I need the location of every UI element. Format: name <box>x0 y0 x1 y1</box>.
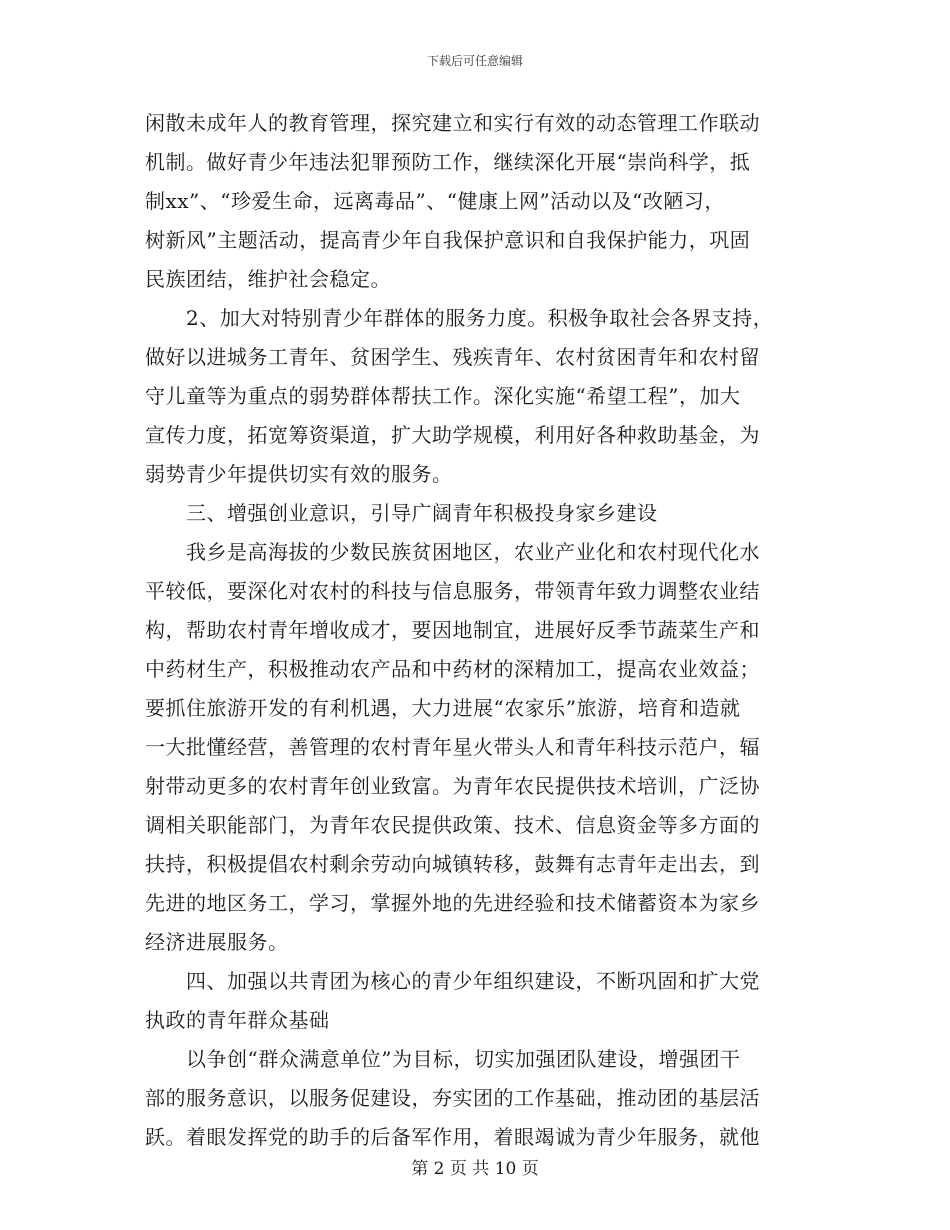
text-line: 平较低，要深化对农村的科技与信息服务，带领青年致力调整农业结 <box>145 579 760 603</box>
text-line: 先进的地区务工，学习，掌握外地的先进经验和技术储蓄资本为家乡 <box>145 891 760 915</box>
text-line: 做好以进城务工青年、贫困学生、残疾青年、农村贫困青年和农村留 <box>145 345 760 369</box>
section-heading: 执政的青年群众基础 <box>145 1008 330 1032</box>
text-line: 树新风”主题活动，提高青少年自我保护意识和自我保护能力，巩固 <box>145 228 751 252</box>
text-line: 制xx”、“珍爱生命，远离毒品”、“健康上网”活动以及“改陋习， <box>145 189 725 213</box>
section-heading: 四、加强以共青团为核心的青少年组织建设，不断巩固和扩大党 <box>145 969 760 993</box>
section-heading: 三、增强创业意识，引导广阔青年积极投身家乡建设 <box>145 501 658 525</box>
text-line: 宣传力度，拓宽筹资渠道，扩大助学规模，利用好各种救助基金，为 <box>145 423 760 447</box>
text-line: 守儿童等为重点的弱势群体帮扶工作。深化实施“希望工程”，加大 <box>145 384 741 408</box>
text-line: 弱势青少年提供切实有效的服务。 <box>145 462 453 486</box>
text-line: 一大批懂经营，善管理的农村青年星火带头人和青年科技示范户，辐 <box>145 735 760 759</box>
text-line: 扶持，积极提倡农村剩余劳动向城镇转移，鼓舞有志青年走出去，到 <box>145 852 760 876</box>
text-line: 以争创“群众满意单位”为目标，切实加强团队建设，增强团干 <box>145 1047 741 1071</box>
text-line: 构，帮助农村青年增收成才，要因地制宜，进展好反季节蔬菜生产和 <box>145 618 760 642</box>
text-line: 机制。做好青少年违法犯罪预防工作，继续深化开展“崇尚科学，抵 <box>145 150 751 174</box>
text-line: 跃。着眼发挥党的助手的后备军作用，着眼竭诚为青少年服务，就他 <box>145 1125 760 1149</box>
text-line: 民族团结，维护社会稳定。 <box>145 267 391 291</box>
document-body <box>145 104 810 1157</box>
page-header: 下载后可任意编辑 <box>426 54 523 68</box>
text-line: 经济进展服务。 <box>145 930 289 954</box>
text-line: 我乡是高海拔的少数民族贫困地区，农业产业化和农村现代化水 <box>145 540 760 564</box>
text-line: 要抓住旅游开发的有利机遇，大力进展“农家乐”旅游，培育和造就 <box>145 696 741 720</box>
text-line: 射带动更多的农村青年创业致富。为青年农民提供技术培训，广泛协 <box>145 774 760 798</box>
text-line: 部的服务意识，以服务促建设，夯实团的工作基础，推动团的基层活 <box>145 1086 760 1110</box>
text-line: 中药材生产，积极推动农产品和中药材的深精加工，提高农业效益； <box>145 657 760 681</box>
page-number-footer: 第 2 页 共 10 页 <box>411 1159 539 1179</box>
text-line: 闲散未成年人的教育管理，探究建立和实行有效的动态管理工作联动 <box>145 111 760 135</box>
text-line: 2、加大对特别青少年群体的服务力度。积极争取社会各界支持， <box>145 306 774 330</box>
text-line: 调相关职能部门，为青年农民提供政策、技术、信息资金等多方面的 <box>145 813 760 837</box>
